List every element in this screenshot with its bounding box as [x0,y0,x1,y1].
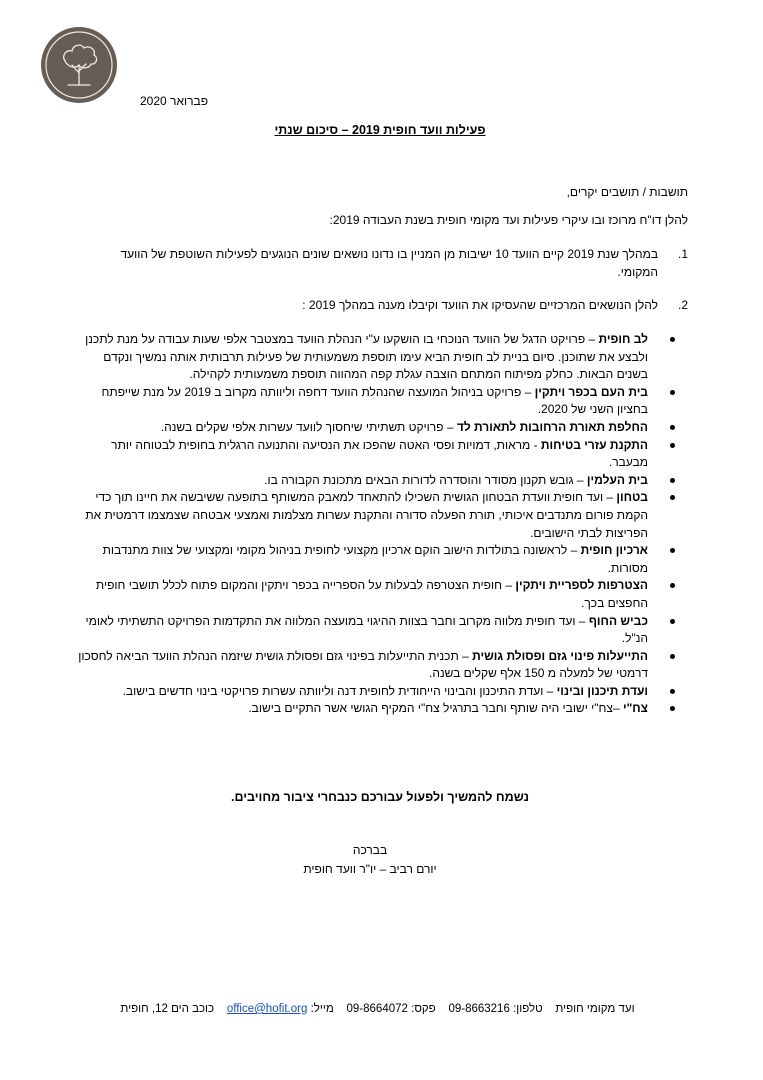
item-text: - מראות, דמויות ופסי האטה שהפכו את הנסיעה והתנועה הרגלית בחופית לבטוחה יותר מבעבר. [111,437,648,470]
item-heading: הצטרפות לספריית ויתקין [515,578,648,593]
signature-name: יורם רביב – יו"ר וועד חופית [303,862,437,876]
intro-paragraph: להלן דו"ח מרוכז ובו עיקרי פעילות ועד מקומי חופית בשנת העבודה 2019: [329,213,688,227]
item-heading: החלפת תאורת הרחובות לתאורת לד [456,419,648,434]
item-text: להלן הנושאים המרכזיים שהעסיקו את הוועד וקיבלו מענה במהלך 2019 : [302,298,658,312]
numbered-item [78,246,688,281]
footer-fax: 09-8664072 [346,1003,408,1015]
bullet-icon [670,583,675,588]
footer-address: כוכב הים 12, חופית [120,1003,215,1015]
item-heading: צח"י [622,701,648,716]
list-item [78,384,648,419]
item-heading: התייעלות פינוי גזם ופסולת גושית [472,648,648,663]
bullet-icon [670,706,675,711]
item-text: – פרויקט הדגל של הוועד הנוכחי בו הושקעו ע"י הנהלת הוועד במצטבר אלפי שעות עבודה על מנת לתכנן ולבצע את שתוכנן. סיום בניית לב חופית הביא עימו תוספת משמעותית של פעילות תרבותית אותה נמשיך ונקדם בשנים הבאות. כחלק מפיתוח המתחם הוצבה עגלת קפה המהווה תוספת משמעותית לקהילה. [85,332,648,382]
bullet-icon [670,390,675,395]
list-item [78,419,648,437]
bullet-icon [670,478,675,483]
list-item [78,542,648,577]
bullet-list [78,331,648,718]
item-heading: ועדת תיכנון ובינוי [556,683,648,698]
list-item [78,683,648,701]
item-text: – ועד חופית וועדת הבטחון הגושית השכילו להתאחד למאבק המשותף בתופעה ששיבשה את חיינו תוך כדי הקמת פורום מתנדבים איכותי, תורת הפעלה סדורה והתקנת עשרות מצלמות ואמצעי אבטחה שצמצמו דרמטית את הפריצות לבתי הישובים. [85,490,648,540]
bullet-icon [670,337,675,342]
item-heading: כביש החוף [588,613,648,628]
item-text: במהלך שנת 2019 קיים הוועד 10 ישיבות מן המניין בו נדונו נושאים שונים הנוגעים לפעילות השוטפת של הוועד המקומי. [120,247,658,279]
item-text: –צח"י ישובי היה שותף וחבר בתרגיל צח"י המקיף הגושי אשר התקיים בישוב. [248,701,623,716]
document-title: פעילות וועד חופית 2019 – סיכום שנתי [274,123,486,137]
item-heading: בטחון [616,490,648,505]
tree-logo-icon [41,27,117,103]
footer-phone: 09-8663216 [448,1003,510,1015]
list-item [78,613,648,648]
signature-greeting: בברכה [352,843,388,857]
bullet-icon [670,425,675,430]
item-text: – פרויקט בניהול המועצה שהנהלת הוועד דחפה וליוותה מקרוב ב 2019 על מנת שייפתח בחציון השני של 2020. [101,384,648,417]
item-heading: ארכיון חופית [580,543,648,558]
item-heading: בית העלמין [586,472,648,487]
list-item [78,489,648,542]
bullet-icon [670,443,675,448]
item-text: – גובש תקנון מסודר והוסדרה לדורות הבאים מתכונת הקבורה בו. [264,472,587,487]
item-text: – ועדת התיכנון והבינוי הייחודית לחופית דנה וליוותה עשרות פרויקטי בינוי חדשים בישוב. [122,683,557,698]
numbered-item [78,297,688,315]
bullet-icon [670,495,675,500]
bullet-icon [670,619,675,624]
bullet-icon [670,548,675,553]
item-text: – פרויקט תשתיתי שיחסוך לוועד עשרות אלפי שקלים בשנה. [160,419,457,434]
list-item [78,648,648,683]
item-text: – חופית הצטרפה לבעלות על הספרייה בכפר ויתקין והמקום פתוח לכלל תושבי חופית החפצים בכך. [95,578,648,610]
footer-org: ועד מקומי חופית [555,1003,635,1015]
item-text: – תכנית התייעלות בפינוי גזם ופסולת גושית שיזמה הנהלת הוועד הביאה לחסכון דרמטי של למעלה מ 150 אלף שקלים בשנה. [78,648,648,681]
list-item [78,577,648,612]
list-item [78,437,648,472]
bullet-icon [670,654,675,659]
item-heading: התקנת עזרי בטיחות [540,437,648,452]
item-text: – ועד חופית מלווה מקרוב וחבר בצוות ההיגוי במועצה המלווה את התקדמות הפרויקט התשתיתי לאומי הנ"ל. [85,613,648,646]
list-item [78,700,648,718]
item-number: 1. [677,247,688,261]
item-heading: לב חופית [598,332,648,346]
list-item [78,331,648,384]
greeting: תושבות / תושבים יקרים, [566,185,688,199]
footer-fax-label: פקס: [411,1003,436,1015]
closing-line: נשמח להמשיך ולפעול עבורכם כנבחרי ציבור מחויבים. [231,790,529,804]
document-date: פברואר 2020 [140,94,209,108]
item-heading: בית העם בכפר ויתקין [534,384,648,399]
bullet-icon [670,689,675,694]
list-item [78,472,648,490]
footer-phone-label: טלפון: [513,1003,543,1015]
footer-email-label: מייל: [310,1003,334,1015]
footer-email-link[interactable]: office@hofit.org [226,1003,308,1015]
item-number: 2. [677,298,688,312]
footer-contact [90,1003,665,1015]
item-text: – לראשונה בתולדות הישוב הוקם ארכיון מקצועי לחופית בניהול מקומי ומקצועי של צוות מתנדבות מסורות. [102,543,648,575]
